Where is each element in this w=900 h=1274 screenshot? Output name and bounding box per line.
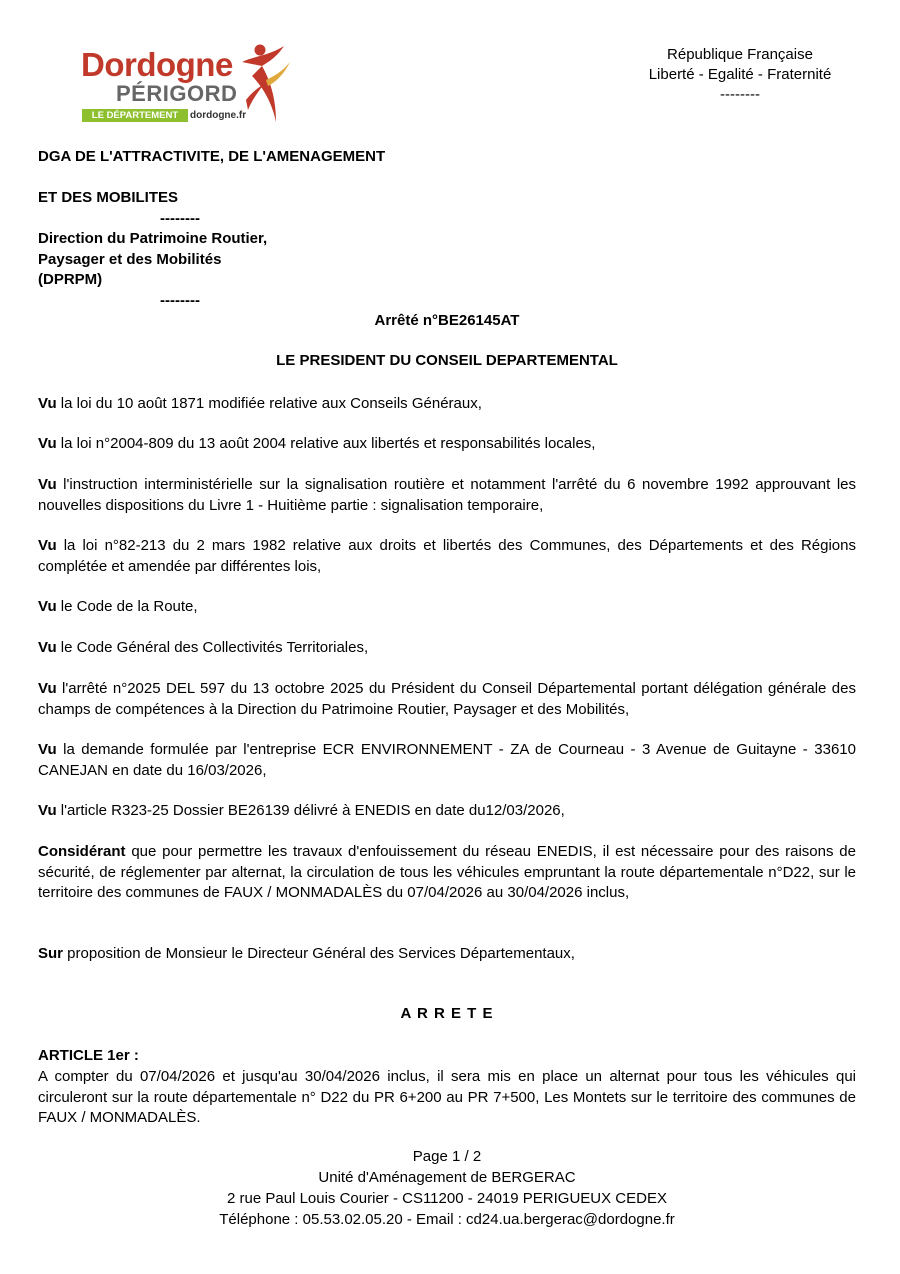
visa-paragraph: Vu la loi n°82-213 du 2 mars 1982 relative aux droits et libertés des Communes, des Départements et des Régions complétée et amendée par différentes lois, <box>38 537 856 575</box>
dga-line-2: ET DES MOBILITES <box>38 189 179 206</box>
visa-paragraph: Vu l'article R323-25 Dossier BE26139 délivré à ENEDIS en date du12/03/2026, <box>38 802 565 819</box>
separator-1: -------- <box>160 210 200 227</box>
arrete-heading: A R R E T E <box>400 1005 494 1022</box>
logo-brand: Dordogne <box>81 46 233 83</box>
republic-separator: -------- <box>720 86 760 103</box>
republic-motto: Liberté - Egalité - Fraternité <box>648 66 832 83</box>
direction-line-1: Direction du Patrimoine Routier, <box>38 230 268 247</box>
department-logo <box>78 40 293 126</box>
article-1-text: A compter du 07/04/2026 et jusqu'au 30/04/2026 inclus, il sera mis en place un alternat pour tous les véhicules qui circuleront sur la route départementale n° D22 du PR 6+200 au PR 7+500, Les Montets sur le territoire des communes de FAUX / MONMADALÈS. <box>38 1068 856 1126</box>
footer-address: 2 rue Paul Louis Courier - CS11200 - 24019 PERIGUEUX CEDEX <box>227 1190 667 1207</box>
republic-header <box>620 45 860 105</box>
republic-name: République Française <box>667 46 813 63</box>
visa-paragraph: Vu la loi n°2004-809 du 13 août 2004 relative aux libertés et responsabilités locales, <box>38 435 596 452</box>
page-number: Page 1 / 2 <box>412 1148 482 1165</box>
direction-line-2: Paysager et des Mobilités <box>38 251 222 268</box>
footer-contact: Téléphone : 05.53.02.05.20 - Email : cd24.ua.bergerac@dordogne.fr <box>219 1211 675 1228</box>
visa-paragraph: Vu l'arrêté n°2025 DEL 597 du 13 octobre 2025 du Président du Conseil Départemental portant délégation générale des champs de compétences à la Direction du Patrimoine Routier, Paysager et des Mobilités, <box>38 680 856 718</box>
separator-2: -------- <box>160 292 200 309</box>
logo-figure-icon <box>236 40 292 124</box>
footer <box>38 1146 856 1230</box>
considerant-paragraph: Considérant que pour permettre les travaux d'enfouissement du réseau ENEDIS, il est nécessaire pour des raisons de sécurité, de réglementer par alternat, la circulation de tous les véhicules empruntant la route départementale n°D22, sur le territoire des communes de FAUX / MONMADALÈS du 07/04/2026 au 30/04/2026 inclus, <box>38 843 856 901</box>
logo-site: dordogne.fr <box>190 110 247 121</box>
article-1-title: ARTICLE 1er : <box>38 1047 139 1064</box>
proposal-paragraph: Sur proposition de Monsieur le Directeur Général des Services Départementaux, <box>38 945 575 962</box>
president-title: LE PRESIDENT DU CONSEIL DEPARTEMENTAL <box>276 352 618 369</box>
visa-paragraph: Vu la loi du 10 août 1871 modifiée relative aux Conseils Généraux, <box>38 395 482 412</box>
dga-line-1: DGA DE L'ATTRACTIVITE, DE L'AMENAGEMENT <box>38 148 386 165</box>
direction-line-3: (DPRPM) <box>38 271 103 288</box>
visa-paragraph: Vu le Code de la Route, <box>38 598 198 615</box>
arrete-number: Arrêté n°BE26145AT <box>374 312 520 329</box>
visa-paragraph: Vu l'instruction interministérielle sur la signalisation routière et notamment l'arrêté du 6 novembre 1992 approuvant les nouvelles dispositions du Livre 1 - Huitième partie : signalisation temporaire, <box>38 476 856 514</box>
visa-paragraph: Vu la demande formulée par l'entreprise ECR ENVIRONNEMENT - ZA de Courneau - 3 Avenue de Guitayne - 33610 CANEJAN en date du 16/03/2026, <box>38 741 856 779</box>
footer-unit: Unité d'Aménagement de BERGERAC <box>318 1169 576 1186</box>
logo-sub: PÉRIGORD <box>116 81 238 106</box>
visa-paragraph: Vu le Code Général des Collectivités Territoriales, <box>38 639 369 656</box>
logo-band: LE DÉPARTEMENT <box>82 109 188 122</box>
